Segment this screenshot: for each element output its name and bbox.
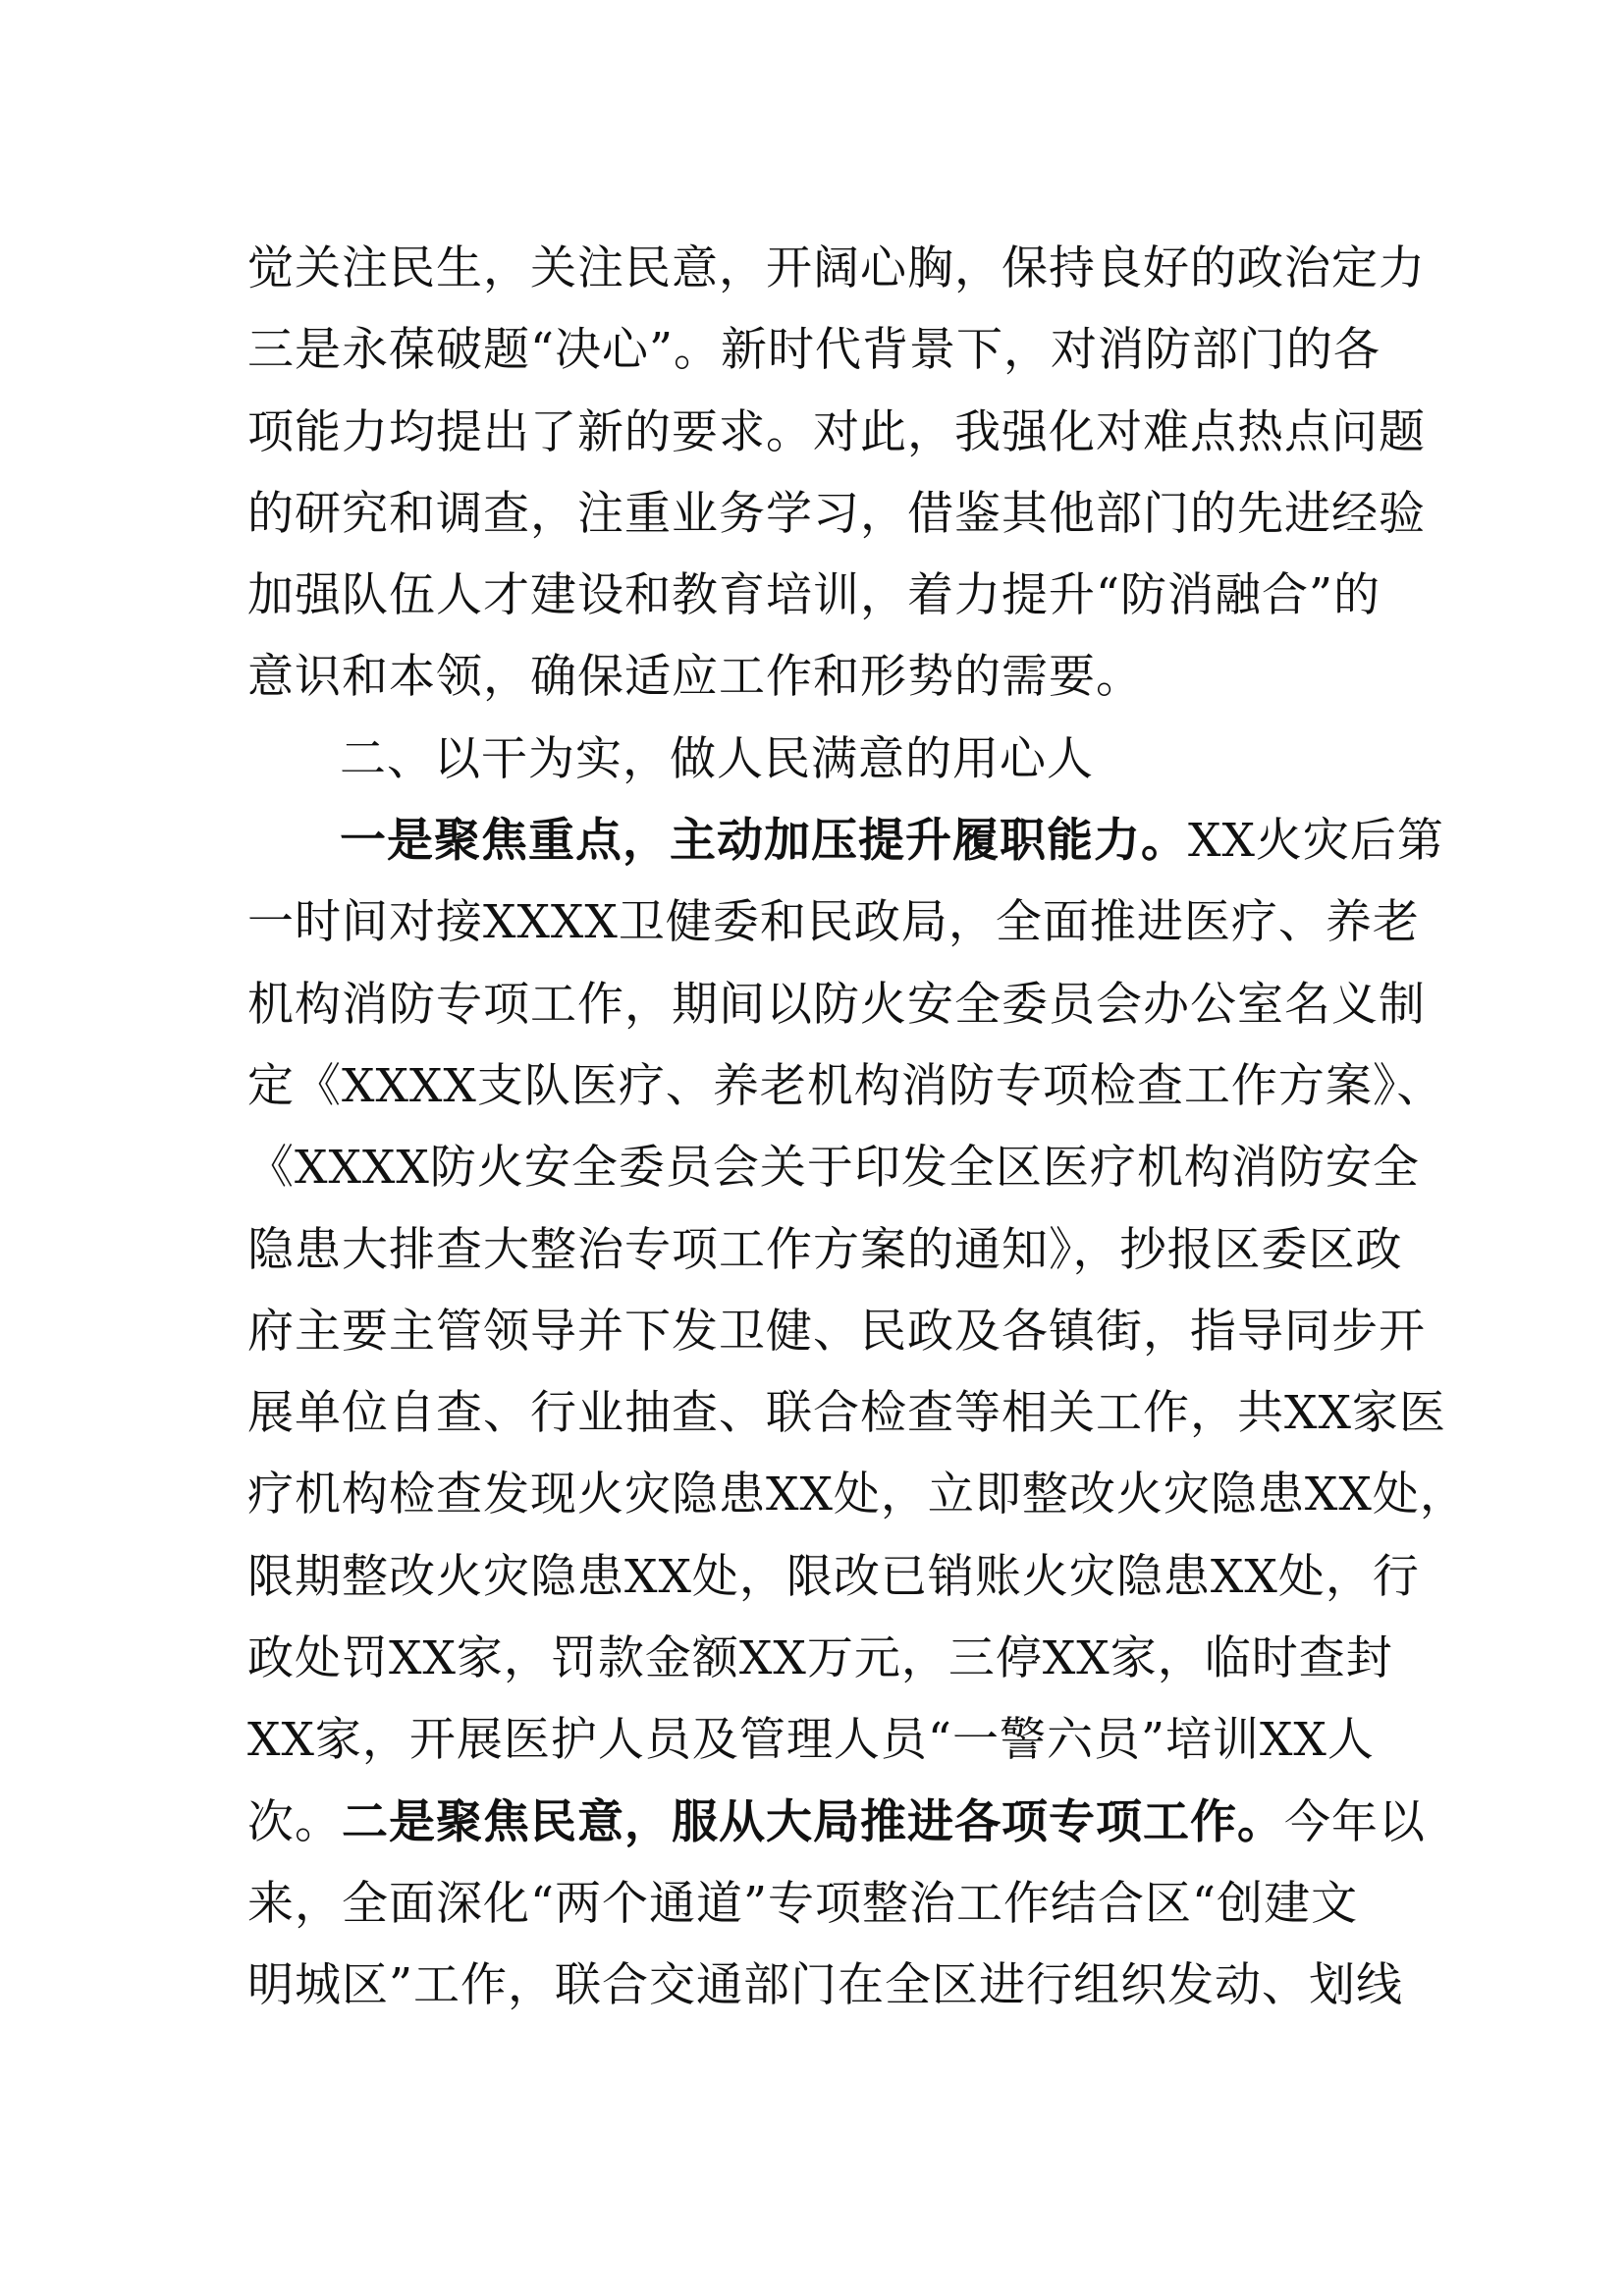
text-line: 的研究和调查，注重业务学习，借鉴其他部门的先进经验 [247,486,1426,541]
text-line: 定《XXXX支队医疗、养老机构消防专项检查工作方案》、 [247,1058,1444,1113]
section-heading [247,719,1386,800]
bold-lead-2: 二是聚焦民意，服从大局推进各项专项工作。 [342,1794,1284,1849]
text-line: 机构消防专项工作，期间以防火安全委员会办公室名义制 [247,977,1426,1032]
text-line: 项能力均提出了新的要求。对此，我强化对难点热点问题 [247,404,1426,459]
text-run: 今年以 [1284,1794,1426,1849]
text-line: 限期整改火灾隐患XX处，限改已销账火灾隐患XX处，行 [247,1549,1420,1604]
text-line: 三是永葆破题“决心”。新时代背景下，对消防部门的各 [247,323,1381,378]
document-body [247,228,1467,2027]
text-line: 《XXXX防火安全委员会关于印发全区医疗机构消防安全 [247,1141,1420,1196]
paragraph-1 [247,228,1426,719]
text-line: 隐患大排查大整治专项工作方案的通知》，抄报区委区政 [247,1222,1403,1277]
text-run: 次。 [247,1794,342,1849]
text-line: 政处罚XX家，罚款金额XX万元，三停XX家，临时查封 [247,1631,1393,1686]
section-heading-text: 二、以干为实，做人民满意的用心人 [340,731,1094,786]
text-line: 疗机构检查发现火灾隐患XX处，立即整改火灾隐患XX处， [247,1468,1467,1522]
text-line: 明城区”工作，联合交通部门在全区进行组织发动、划线 [247,1958,1404,2013]
text-line: 来，全面深化“两个通道”专项整治工作结合区“创建文 [247,1876,1359,1931]
text-line: 意识和本领，确保适应工作和形势的需要。 [247,650,1143,705]
text-line: XX家，开展医护人员及管理人员“一警六员”培训XX人 [247,1713,1375,1768]
paragraph-3 [247,800,1467,2026]
text-line: 一时间对接XXXX卫健委和民政局，全面推进医疗、养老 [247,895,1420,950]
text-line: 府主要主管领导并下发卫健、民政及各镇街，指导同步开 [247,1304,1426,1359]
text-line: 展单位自查、行业抽查、联合检查等相关工作，共XX家医 [247,1386,1446,1441]
text-line: 觉关注民生，关注民意，开阔心胸，保持良好的政治定力 [247,241,1426,295]
text-run: XX火灾后第 [1188,814,1444,869]
text-line: 加强队伍人才建设和教育培训，着力提升“防消融合”的 [247,568,1381,623]
bold-lead-1: 一是聚焦重点，主动加压提升履职能力。 [340,814,1188,869]
